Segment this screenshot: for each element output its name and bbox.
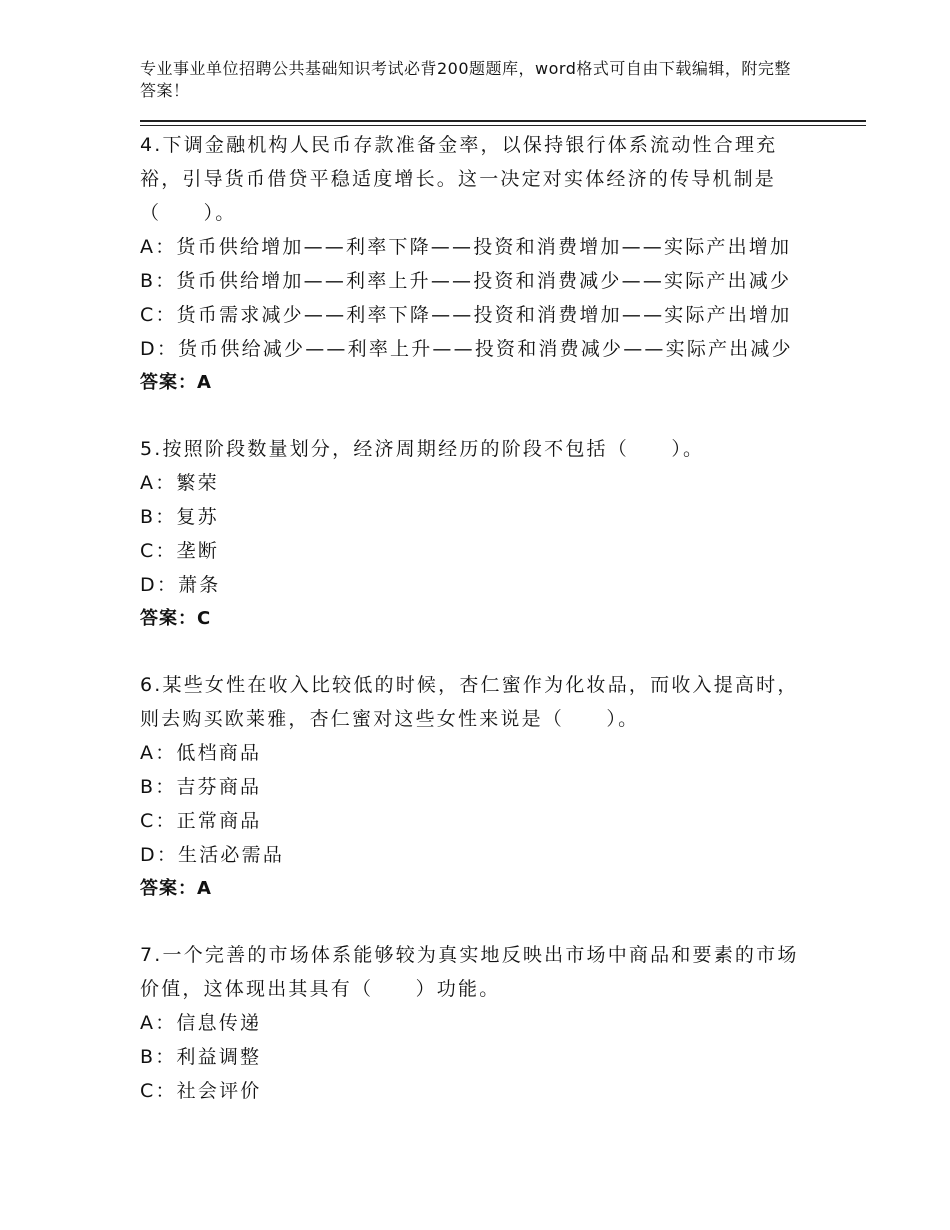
answer-label: 答案：A bbox=[140, 878, 212, 899]
option-a: A：货币供给增加——利率下降——投资和消费增加——实际产出增加 bbox=[140, 236, 792, 258]
option-b: B：利益调整 bbox=[140, 1046, 262, 1068]
document-header: 专业事业单位招聘公共基础知识考试必背200题题库，word格式可自由下载编辑，附完整答案！ bbox=[140, 59, 791, 100]
question-5 bbox=[140, 432, 810, 636]
option-d: D：生活必需品 bbox=[140, 844, 285, 866]
option-d: D：货币供给减少——利率上升——投资和消费减少——实际产出减少 bbox=[140, 338, 793, 360]
option-a: A：信息传递 bbox=[140, 1012, 262, 1034]
option-a: A：繁荣 bbox=[140, 472, 219, 494]
answer-label: 答案：C bbox=[140, 608, 212, 629]
option-d: D：萧条 bbox=[140, 574, 221, 596]
question-stem: 5.按照阶段数量划分，经济周期经历的阶段不包括（ ）。 bbox=[140, 438, 705, 460]
question-6 bbox=[140, 668, 810, 906]
question-stem: 4.下调金融机构人民币存款准备金率，以保持银行体系流动性合理充裕，引导货币借贷平稳适度增长。这一决定对实体经济的传导机制是（ ）。 bbox=[140, 134, 778, 224]
option-a: A：低档商品 bbox=[140, 742, 262, 764]
option-b: B：复苏 bbox=[140, 506, 219, 528]
answer-label: 答案：A bbox=[140, 372, 212, 393]
option-b: B：货币供给增加——利率上升——投资和消费减少——实际产出减少 bbox=[140, 270, 792, 292]
question-stem: 7.一个完善的市场体系能够较为真实地反映出市场中商品和要素的市场价值，这体现出其具有（ ）功能。 bbox=[140, 944, 799, 1000]
header-rule-thin bbox=[140, 125, 866, 126]
header-rule-thick bbox=[140, 120, 866, 122]
option-c: C：货币需求减少——利率下降——投资和消费增加——实际产出增加 bbox=[140, 304, 792, 326]
question-4 bbox=[140, 128, 810, 400]
question-list bbox=[140, 128, 810, 1140]
question-stem: 6.某些女性在收入比较低的时候，杏仁蜜作为化妆品，而收入提高时，则去购买欧莱雅，杏仁蜜对这些女性来说是（ ）。 bbox=[140, 674, 799, 730]
option-b: B：吉芬商品 bbox=[140, 776, 262, 798]
question-7 bbox=[140, 938, 810, 1108]
option-c: C：垄断 bbox=[140, 540, 220, 562]
option-c: C：社会评价 bbox=[140, 1080, 262, 1102]
option-c: C：正常商品 bbox=[140, 810, 262, 832]
